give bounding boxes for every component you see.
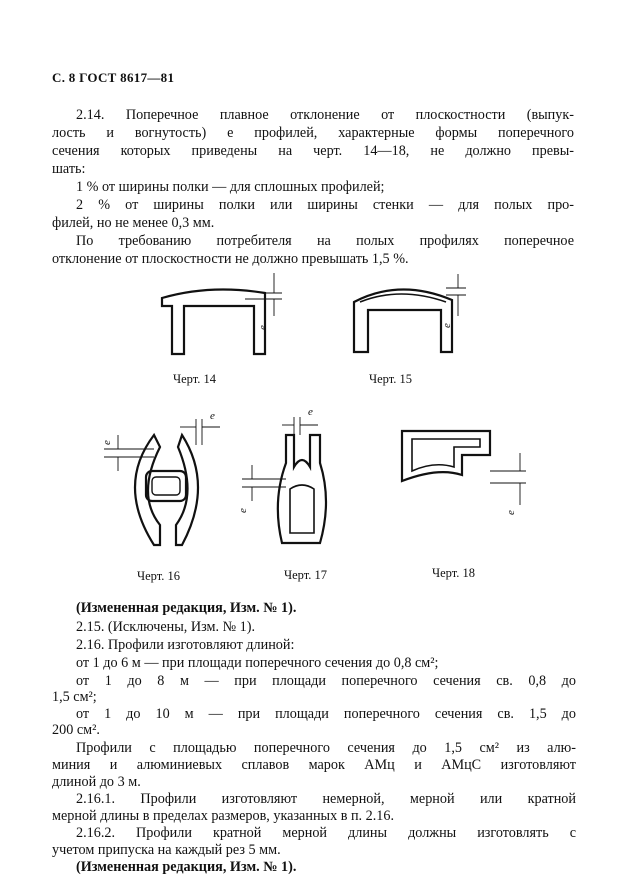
drawing-14 (150, 270, 290, 380)
label-e: e (257, 325, 269, 330)
label-e: e (237, 508, 249, 513)
text-line: от 1 до 10 м — при площади поперечного сечения св. 1,5 до (76, 706, 576, 722)
caption-drawing-16: Черт. 16 (137, 569, 181, 583)
text-line: от 1 до 8 м — при площади поперечного сечения св. 0,8 до (76, 673, 576, 689)
text-line: 2.16. Профили изготовляют длиной: (76, 637, 295, 653)
text-line: (Измененная редакция, Изм. № 1). (76, 859, 297, 875)
caption-drawing-14: Черт. 14 (173, 372, 217, 386)
label-e: e (441, 323, 453, 328)
drawing-17 (238, 405, 368, 555)
text-line: (Измененная редакция, Изм. № 1). (76, 600, 297, 616)
text-line: По требованию потребителя на полых профилях поперечное (76, 233, 574, 249)
text-line: 2.14. Поперечное плавное отклонение от плоскостности (выпук- (76, 107, 574, 123)
label-e: e (210, 410, 215, 422)
text-line: 200 см². (52, 722, 100, 738)
text-line: сечения которых приведены на черт. 14—18, не должно превы- (52, 143, 574, 159)
drawing-18 (398, 425, 538, 525)
text-line: 2 % от ширины полки или ширины стенки — для полых про- (76, 197, 574, 213)
text-line: миния и алюминиевых сплавов марок АМц и АМцС изготовляют (52, 757, 576, 773)
text-line: Профили с площадью поперечного сечения до 1,5 см² из алю- (76, 740, 576, 756)
text-line: шать: (52, 161, 86, 177)
text-line: отклонение от плоскостности не должно превышать 1,5 %. (52, 251, 409, 267)
text-line: 1,5 см²; (52, 689, 97, 705)
text-line: 2.16.2. Профили кратной мерной длины должны изготовлять с (76, 825, 576, 841)
drawing-16 (96, 405, 226, 555)
caption-drawing-17: Черт. 17 (284, 568, 328, 582)
text-line: 2.15. (Исключены, Изм. № 1). (76, 619, 256, 635)
label-e: e (101, 440, 113, 445)
caption-drawing-18: Черт. 18 (432, 566, 476, 580)
label-e: e (505, 510, 517, 515)
text-line: филей, но не менее 0,3 мм. (52, 215, 215, 231)
drawing-15 (340, 272, 480, 372)
text-line: лость и вогнутость) е профилей, характерные формы поперечного (52, 125, 574, 141)
text-line: мерной длины в пределах размеров, указанных в п. 2.16. (52, 808, 395, 824)
text-line: длиной до 3 м. (52, 774, 141, 790)
text-line: 1 % от ширины полки — для сплошных профилей; (76, 179, 385, 195)
page-header: С. 8 ГОСТ 8617—81 (52, 70, 175, 85)
caption-drawing-15: Черт. 15 (369, 372, 413, 386)
text-line: от 1 до 6 м — при площади поперечного сечения до 0,8 см²; (76, 655, 439, 671)
text-line: 2.16.1. Профили изготовляют немерной, мерной или кратной (76, 791, 576, 807)
text-line: учетом припуска на каждый рез 5 мм. (52, 842, 281, 858)
label-e: e (308, 406, 313, 418)
